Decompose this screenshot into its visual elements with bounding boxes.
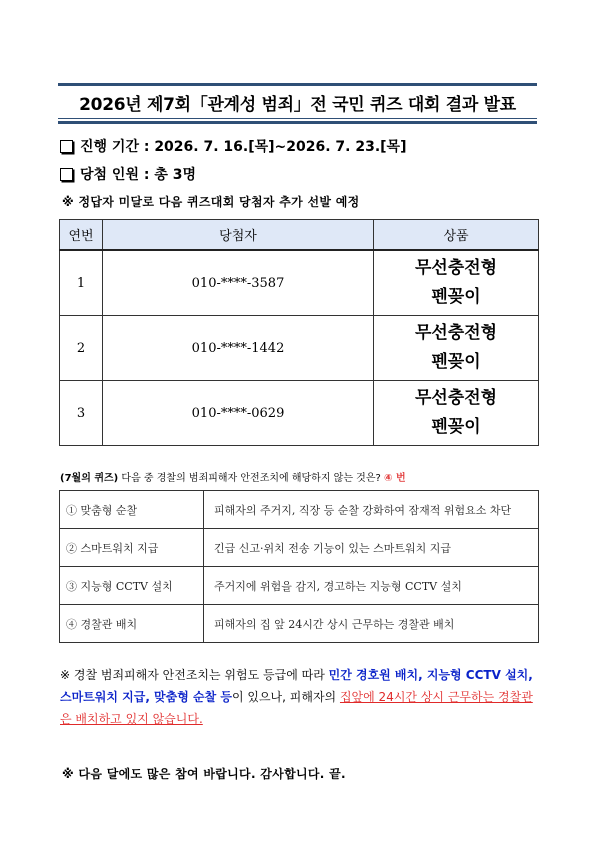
winners-count-text: 당첨 인원 : 총 3명 [80,167,196,183]
quiz-options-table [59,490,539,643]
prize-line2: 펜꽂이 [431,287,481,307]
option-description: 긴급 신고·위치 전송 기능이 있는 스마트워치 지급 [204,529,539,567]
table-row [60,567,539,605]
option-description: 피해자의 집 앞 24시간 상시 근무하는 경찰관 배치 [204,605,539,643]
explanation-paragraph [60,664,540,730]
quiz-question-text: 다음 중 경찰의 범죄피해자 안전조치에 해당하지 않는 것은? [118,473,384,484]
row-no: 3 [60,381,103,446]
table-row [60,316,539,381]
page-title: 2026년 제7회「관계성 범죄」전 국민 퀴즈 대회 결과 발표 [79,95,516,115]
table-row [60,491,539,529]
prize-line1: 무선충전형 [414,388,498,408]
explanation-highlight: 민간 경호원 배치, 지능형 CCTV 설치, 스마트워치 지급, 맞춤형 순찰 등 [60,668,533,704]
row-no: 2 [60,316,103,381]
prize-line1: 무선충전형 [414,323,498,343]
row-prize [374,250,539,316]
option-label: ③ 지능형 CCTV 설치 [60,567,204,605]
checkbox-icon [60,168,73,181]
explanation-part1: ※ 경찰 범죄피해자 안전조치는 위험도 등급에 따라 [60,668,329,682]
winners-count-line [60,164,196,184]
table-row [60,381,539,446]
option-label: ④ 경찰관 배치 [60,605,204,643]
option-label: ① 맞춤형 순찰 [60,491,204,529]
option-description: 피해자의 주거지, 직장 등 순찰 강화하여 잠재적 위험요소 차단 [204,491,539,529]
additional-selection-note: ※ 정답자 미달로 다음 퀴즈대회 당첨자 추가 선발 예정 [62,195,360,209]
row-phone: 010-****-3587 [103,250,374,316]
prize-line1: 무선충전형 [414,258,498,278]
quiz-answer: ④ 번 [384,473,406,484]
checkbox-icon [60,140,73,153]
table-row [60,529,539,567]
title-bottom-rule [58,118,537,119]
explanation-part2: 이 있으나, 피해자의 [231,690,340,704]
header-no: 연번 [60,220,103,251]
period-text: 진행 기간 : 2026. 7. 16.[목]~2026. 7. 23.[목] [80,139,407,155]
winners-header-row [60,220,539,251]
explanation-red: 집앞에 24시간 상시 근무하는 경찰관은 배치하고 있지 않습니다. [60,690,533,726]
table-row [60,605,539,643]
row-prize [374,316,539,381]
title-bottom-rule-thick [58,121,537,124]
winners-table [59,219,539,446]
row-no: 1 [60,250,103,316]
option-label: ② 스마트워치 지급 [60,529,204,567]
option-description: 주거지에 위험을 감지, 경고하는 지능형 CCTV 설치 [204,567,539,605]
row-prize [374,381,539,446]
header-winner: 당첨자 [103,220,374,251]
closing-message: ※ 다음 달에도 많은 참여 바랍니다. 감사합니다. 끝. [62,767,346,781]
prize-line2: 펜꽂이 [431,417,481,437]
period-line [60,136,406,156]
table-row [60,250,539,316]
title-top-rule [58,83,537,86]
prize-line2: 펜꽂이 [431,352,481,372]
row-phone: 010-****-0629 [103,381,374,446]
header-prize: 상품 [374,220,539,251]
row-phone: 010-****-1442 [103,316,374,381]
quiz-label: (7월의 퀴즈) [60,473,119,484]
quiz-question [60,469,406,484]
